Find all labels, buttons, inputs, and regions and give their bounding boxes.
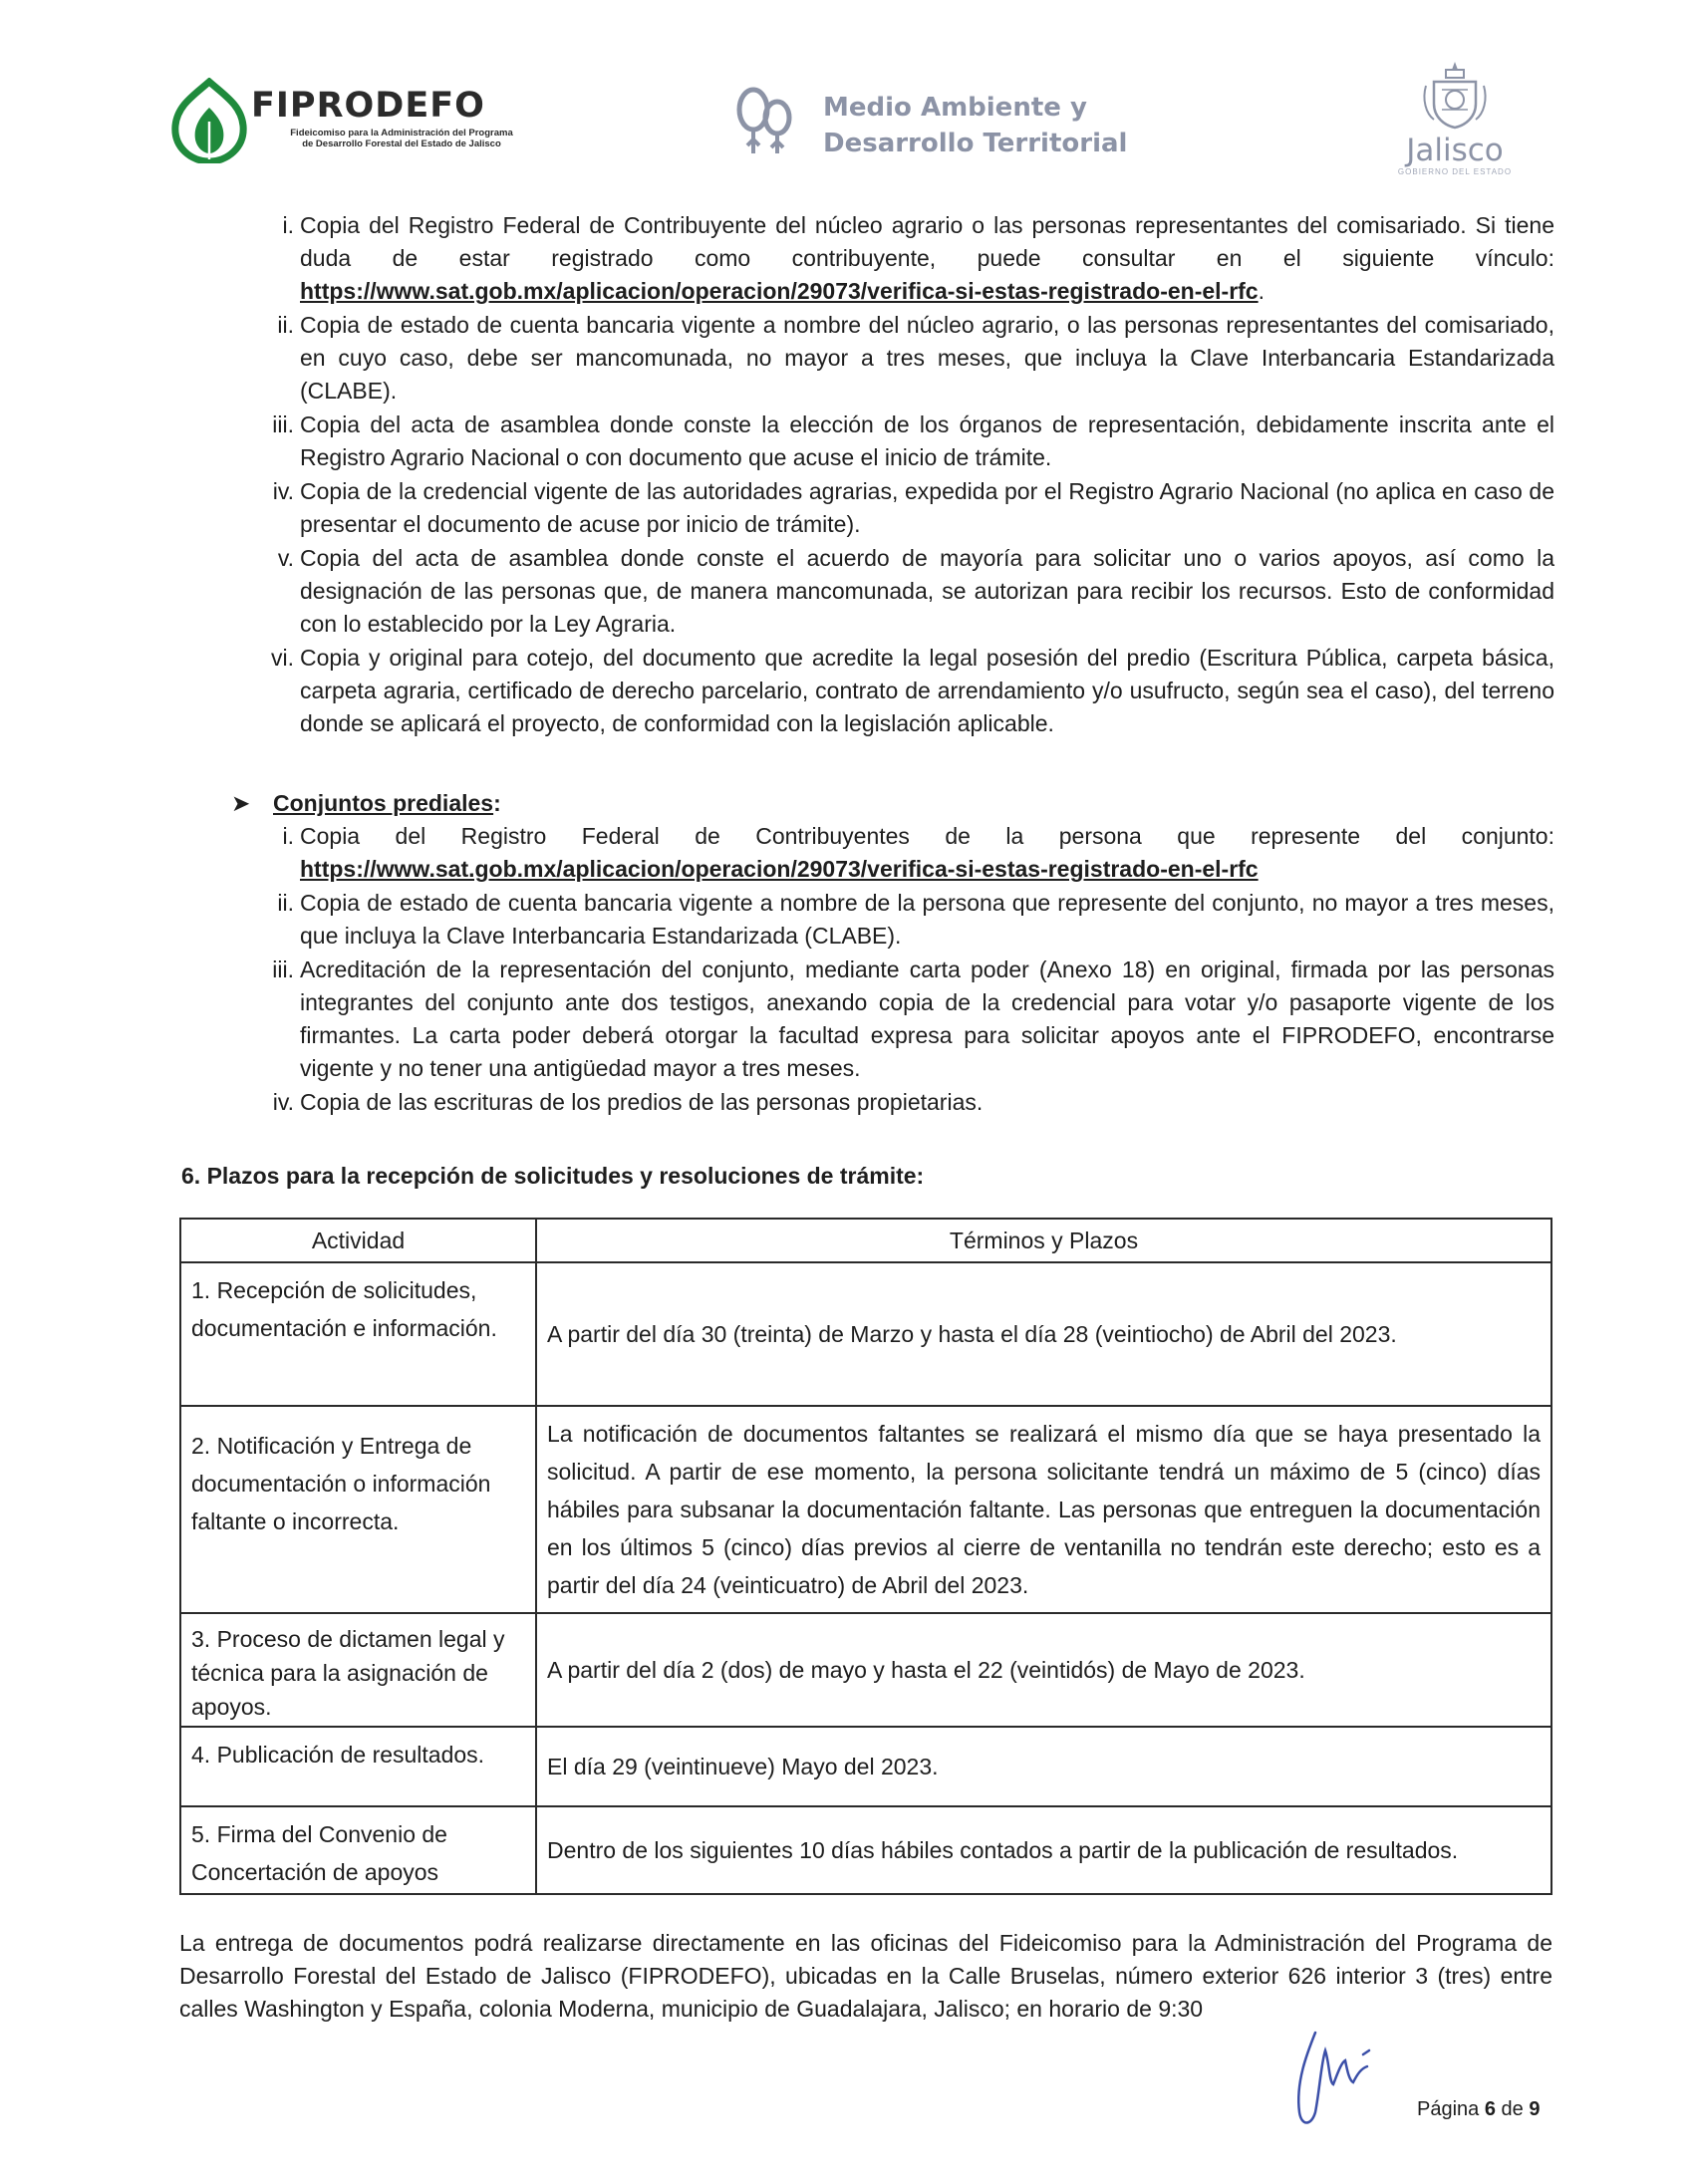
list-item-number: v.: [277, 545, 294, 571]
plazos-table: [179, 1218, 1552, 1895]
table-cell-plazo: El día 29 (veintinueve) Mayo del 2023.: [536, 1727, 1551, 1806]
list-item: [254, 309, 1554, 408]
conjuntos-requirements-list: [254, 820, 1554, 1120]
list-item-number: i.: [282, 212, 294, 238]
list-item-text: Acreditación de la representación del conjunto, mediante carta poder (Anexo 18) en original, firmada por las personas integrantes del conjunto ante dos testigos, anexando copia de la credencial para votar y/o pasaporte vigente de los firmantes. La carta poder deberá otorgar la facultad expresa para solicitar apoyos ante el FIPRODEFO, encontrarse vigente y no tener una antigüedad mayor a tres meses.: [300, 956, 1554, 1081]
table-cell-plazo: A partir del día 30 (treinta) de Marzo y hasta el día 28 (veintiocho) de Abril del 2023.: [536, 1262, 1551, 1406]
mad-line-2: Desarrollo Territorial: [823, 129, 1128, 158]
medio-ambiente-text: [823, 90, 1127, 161]
table-row: [180, 1806, 1551, 1894]
table-row: [180, 1262, 1551, 1406]
list-item-text: Copia del acta de asamblea donde conste el acuerdo de mayoría para solicitar uno o varios apoyos, así como la designación de las personas que, de manera mancomunada, se autorizan para recibir los recursos. Esto de conformidad con lo establecido por la Ley Agraria.: [300, 545, 1554, 637]
list-item-number: i.: [282, 823, 294, 849]
conjuntos-title: Conjuntos prediales: [273, 790, 494, 816]
list-item: [254, 954, 1554, 1085]
handwritten-signature-icon: [1285, 2023, 1395, 2132]
table-cell-plazo: A partir del día 2 (dos) de mayo y hasta el 22 (veintidós) de Mayo de 2023.: [536, 1613, 1551, 1727]
table-row: [180, 1613, 1551, 1727]
list-item-number: vi.: [271, 645, 294, 671]
list-item-punctuation: .: [1258, 278, 1265, 304]
page-total: 9: [1529, 2098, 1541, 2120]
table-row: [180, 1406, 1551, 1613]
list-item: [254, 409, 1554, 474]
list-item-text: Copia de la credencial vigente de las autoridades agrarias, expedida por el Registro Agrario Nacional (no aplica en caso de presentar el documento de acuse por inicio de trámite).: [300, 478, 1554, 537]
jalisco-name: Jalisco: [1406, 133, 1504, 168]
list-item: [254, 1086, 1554, 1119]
trees-icon: [727, 80, 807, 159]
table-row: [180, 1727, 1551, 1806]
list-item-text: Copia del Registro Federal de Contribuyente del núcleo agrario o las personas representantes del comisariado. Si tiene duda de estar registrado como contribuyente, puede consultar en el siguiente vínculo:: [300, 212, 1554, 271]
list-item-number: iii.: [272, 411, 294, 437]
jalisco-coat-of-arms-icon: [1420, 60, 1490, 130]
list-item-text: Copia del Registro Federal de Contribuyentes de la persona que represente del conjunto:: [300, 823, 1554, 849]
arrow-bullet-icon: ➤: [231, 790, 251, 816]
page-number: [1417, 2098, 1540, 2121]
list-item-text: Copia del acta de asamblea donde conste la elección de los órganos de representación, debidamente inscrita ante el Registro Agrario Nacional o con documento que acuse el inicio de trámite.: [300, 411, 1554, 470]
list-item-number: ii.: [277, 312, 294, 338]
page-current: 6: [1484, 2098, 1496, 2120]
header-actividad: Actividad: [180, 1219, 536, 1262]
medio-ambiente-logo: [727, 80, 1166, 169]
table-cell-actividad: 2. Notificación y Entrega de documentación o información faltante o incorrecta.: [180, 1406, 536, 1613]
list-item-text: Copia de las escrituras de los predios de las personas propietarias.: [300, 1089, 984, 1115]
list-item-number: iii.: [272, 956, 294, 982]
fiprodefo-subtitle-line-2: de Desarrollo Forestal del Estado de Jalisco: [302, 138, 501, 149]
leaf-icon: [169, 78, 249, 163]
list-item-number: ii.: [277, 890, 294, 916]
list-item-text: Copia y original para cotejo, del documento que acredite la legal posesión del predio (Escritura Pública, carpeta básica, carpeta agraria, certificado de derecho parcelario, contrato de arrendamiento y/o usufructo, según sea el caso), del terreno donde se aplicará el proyecto, de conformidad con la legislación aplicable.: [300, 645, 1554, 736]
conjuntos-prediales-heading: [231, 787, 501, 820]
fiprodefo-subtitle-line-1: Fideicomiso para la Administración del Programa: [290, 128, 513, 138]
list-item-number: iv.: [272, 478, 294, 504]
table-cell-actividad: 5. Firma del Convenio de Concertación de apoyos: [180, 1806, 536, 1894]
mad-line-1: Medio Ambiente y: [823, 93, 1087, 123]
list-item: [254, 475, 1554, 541]
table-header-row: [180, 1219, 1551, 1262]
header-terminos: Términos y Plazos: [536, 1219, 1551, 1262]
sat-rfc-link[interactable]: https://www.sat.gob.mx/aplicacion/operacion/29073/verifica-si-estas-registrado-en-el-rfc: [300, 278, 1259, 304]
list-item-text: Copia de estado de cuenta bancaria vigente a nombre del núcleo agrario, o las personas representantes del comisariado, en cuyo caso, debe ser mancomunada, no mayor a tres meses, que incluya la Clave Interbancaria Estandarizada (CLABE).: [300, 312, 1554, 404]
table-cell-actividad: 4. Publicación de resultados.: [180, 1727, 536, 1806]
page-prefix: Página: [1417, 2098, 1480, 2120]
jalisco-logo: [1385, 60, 1525, 179]
sat-rfc-link[interactable]: https://www.sat.gob.mx/aplicacion/operacion/29073/verifica-si-estas-registrado-en-el-rfc: [300, 856, 1259, 882]
table-cell-plazo: Dentro de los siguientes 10 días hábiles contados a partir de la publicación de resultados.: [536, 1806, 1551, 1894]
list-item: [254, 642, 1554, 740]
list-item: [254, 209, 1554, 308]
fiprodefo-name: FIPRODEFO: [251, 86, 485, 126]
fiprodefo-logo: [169, 78, 568, 167]
list-item: [254, 542, 1554, 641]
page-separator: de: [1501, 2098, 1524, 2120]
list-item-number: iv.: [272, 1089, 294, 1115]
closing-paragraph: La entrega de documentos podrá realizarse directamente en las oficinas del Fideicomiso para la Administración del Programa de Desarrollo Forestal del Estado de Jalisco (FIPRODEFO), ubicadas en la Calle Bruselas, número exterior 626 interior 3 (tres) entre calles Washington y España, colonia Moderna, municipio de Guadalajara, Jalisco; en horario de 9:30: [179, 1930, 1552, 2022]
nucleo-agrario-requirements-list: [254, 209, 1554, 741]
fiprodefo-subtitle: [257, 128, 546, 149]
table-cell-actividad: 1. Recepción de solicitudes, documentación e información.: [180, 1262, 536, 1406]
section-6-title: 6. Plazos para la recepción de solicitudes y resoluciones de trámite:: [181, 1163, 925, 1189]
list-item: [254, 887, 1554, 953]
table-cell-plazo: La notificación de documentos faltantes se realizará el mismo día que se haya presentado la solicitud. A partir de ese momento, la persona solicitante tendrá un máximo de 5 (cinco) días hábiles para subsanar la documentación faltante. Las personas que entreguen la documentación en los últimos 5 (cinco) días previos al cierre de ventanilla no tendrán este derecho; esto es a partir del día 24 (veinticuatro) de Abril del 2023.: [536, 1406, 1551, 1613]
conjuntos-title-suffix: :: [493, 790, 501, 816]
list-item-text: Copia de estado de cuenta bancaria vigente a nombre de la persona que represente del conjunto, no mayor a tres meses, que incluya la Clave Interbancaria Estandarizada (CLABE).: [300, 890, 1554, 949]
table-cell-actividad: 3. Proceso de dictamen legal y técnica para la asignación de apoyos.: [180, 1613, 536, 1727]
list-item: [254, 820, 1554, 886]
jalisco-subtitle: GOBIERNO DEL ESTADO: [1397, 167, 1513, 176]
